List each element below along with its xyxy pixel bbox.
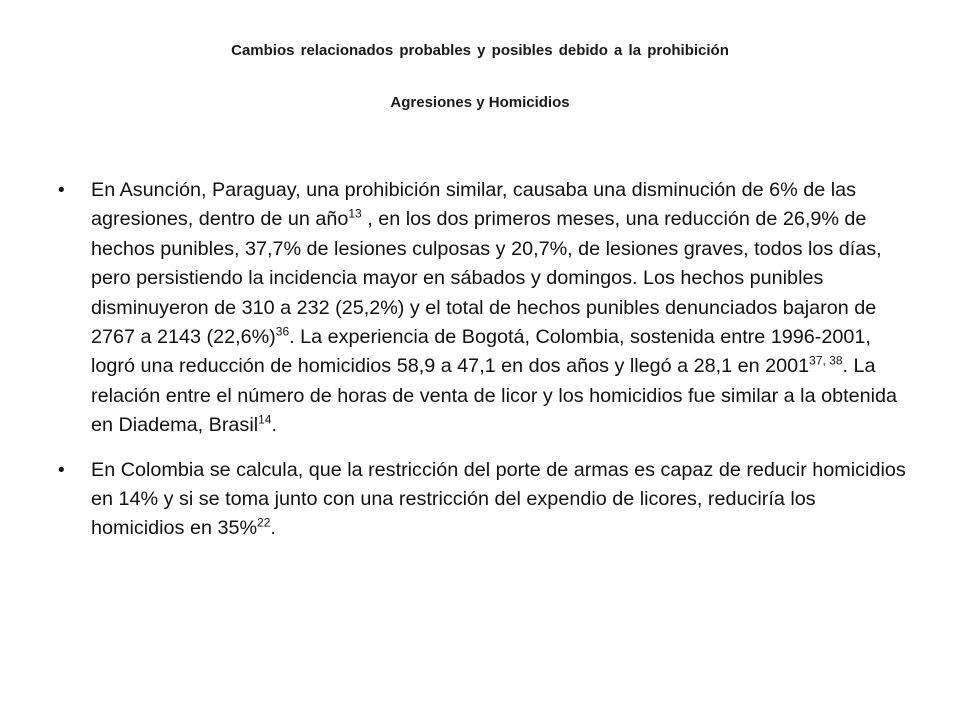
bullet-list [56,176,912,559]
bullet-text [91,179,897,436]
bullet-text-segment: En Colombia se calcula, que la restricción del porte de armas es capaz de reducir homicidios en 14% y si se toma junto con una restricción del expendio de licores, reduciría los homicidios en 35% [91,458,906,540]
citation-superscript: 13 [348,206,362,221]
citation-superscript: 37, 38 [809,353,843,368]
title-block [60,38,900,116]
bullet-icon: • [58,180,65,201]
bullet-text-segment: . [270,517,276,540]
bullet-text-segment: . La experiencia de Bogotá, Colombia, sostenida entre 1996-2001, logró una reducción de homicidios 58,9 a 47,1 en dos años y llegó a 28,1 en 2001 [91,326,871,378]
bullet-text-segment: , en los dos primeros meses, una reducción de 26,9% de hechos punibles, 37,7% de lesiones culposas y 20,7%, de lesiones graves, todos los días, pero persistiendo la incidencia mayor en sábados y domingos. Los hechos punibles disminuyeron de 310 a 232 (25,2%) y el total de hechos punibles denunciados bajaron de 2767 a 2143 (22,6%) [91,208,882,349]
slide-title: Cambios relacionados probables y posibles debido a la prohibición [231,42,729,59]
bullet-item [56,176,912,441]
bullet-text-segment: . La relación entre el número de horas de venta de licor y los homicidios fue similar a la obtenida en Diadema, Brasil [91,355,897,437]
bullet-text-segment: . [271,414,277,437]
citation-superscript: 36 [275,324,290,339]
citation-superscript: 14 [258,412,272,427]
bullet-text [91,459,906,540]
bullet-text-segment: En Asunción, Paraguay, una prohibición similar, causaba una disminución de 6% de las agresiones, dentro de un año [91,179,856,231]
title-spacer [60,64,900,90]
bullet-item [56,456,912,544]
bullet-icon: • [58,459,65,481]
slide-subtitle: Agresiones y Homicidios [390,94,570,111]
citation-superscript: 22 [257,515,271,530]
